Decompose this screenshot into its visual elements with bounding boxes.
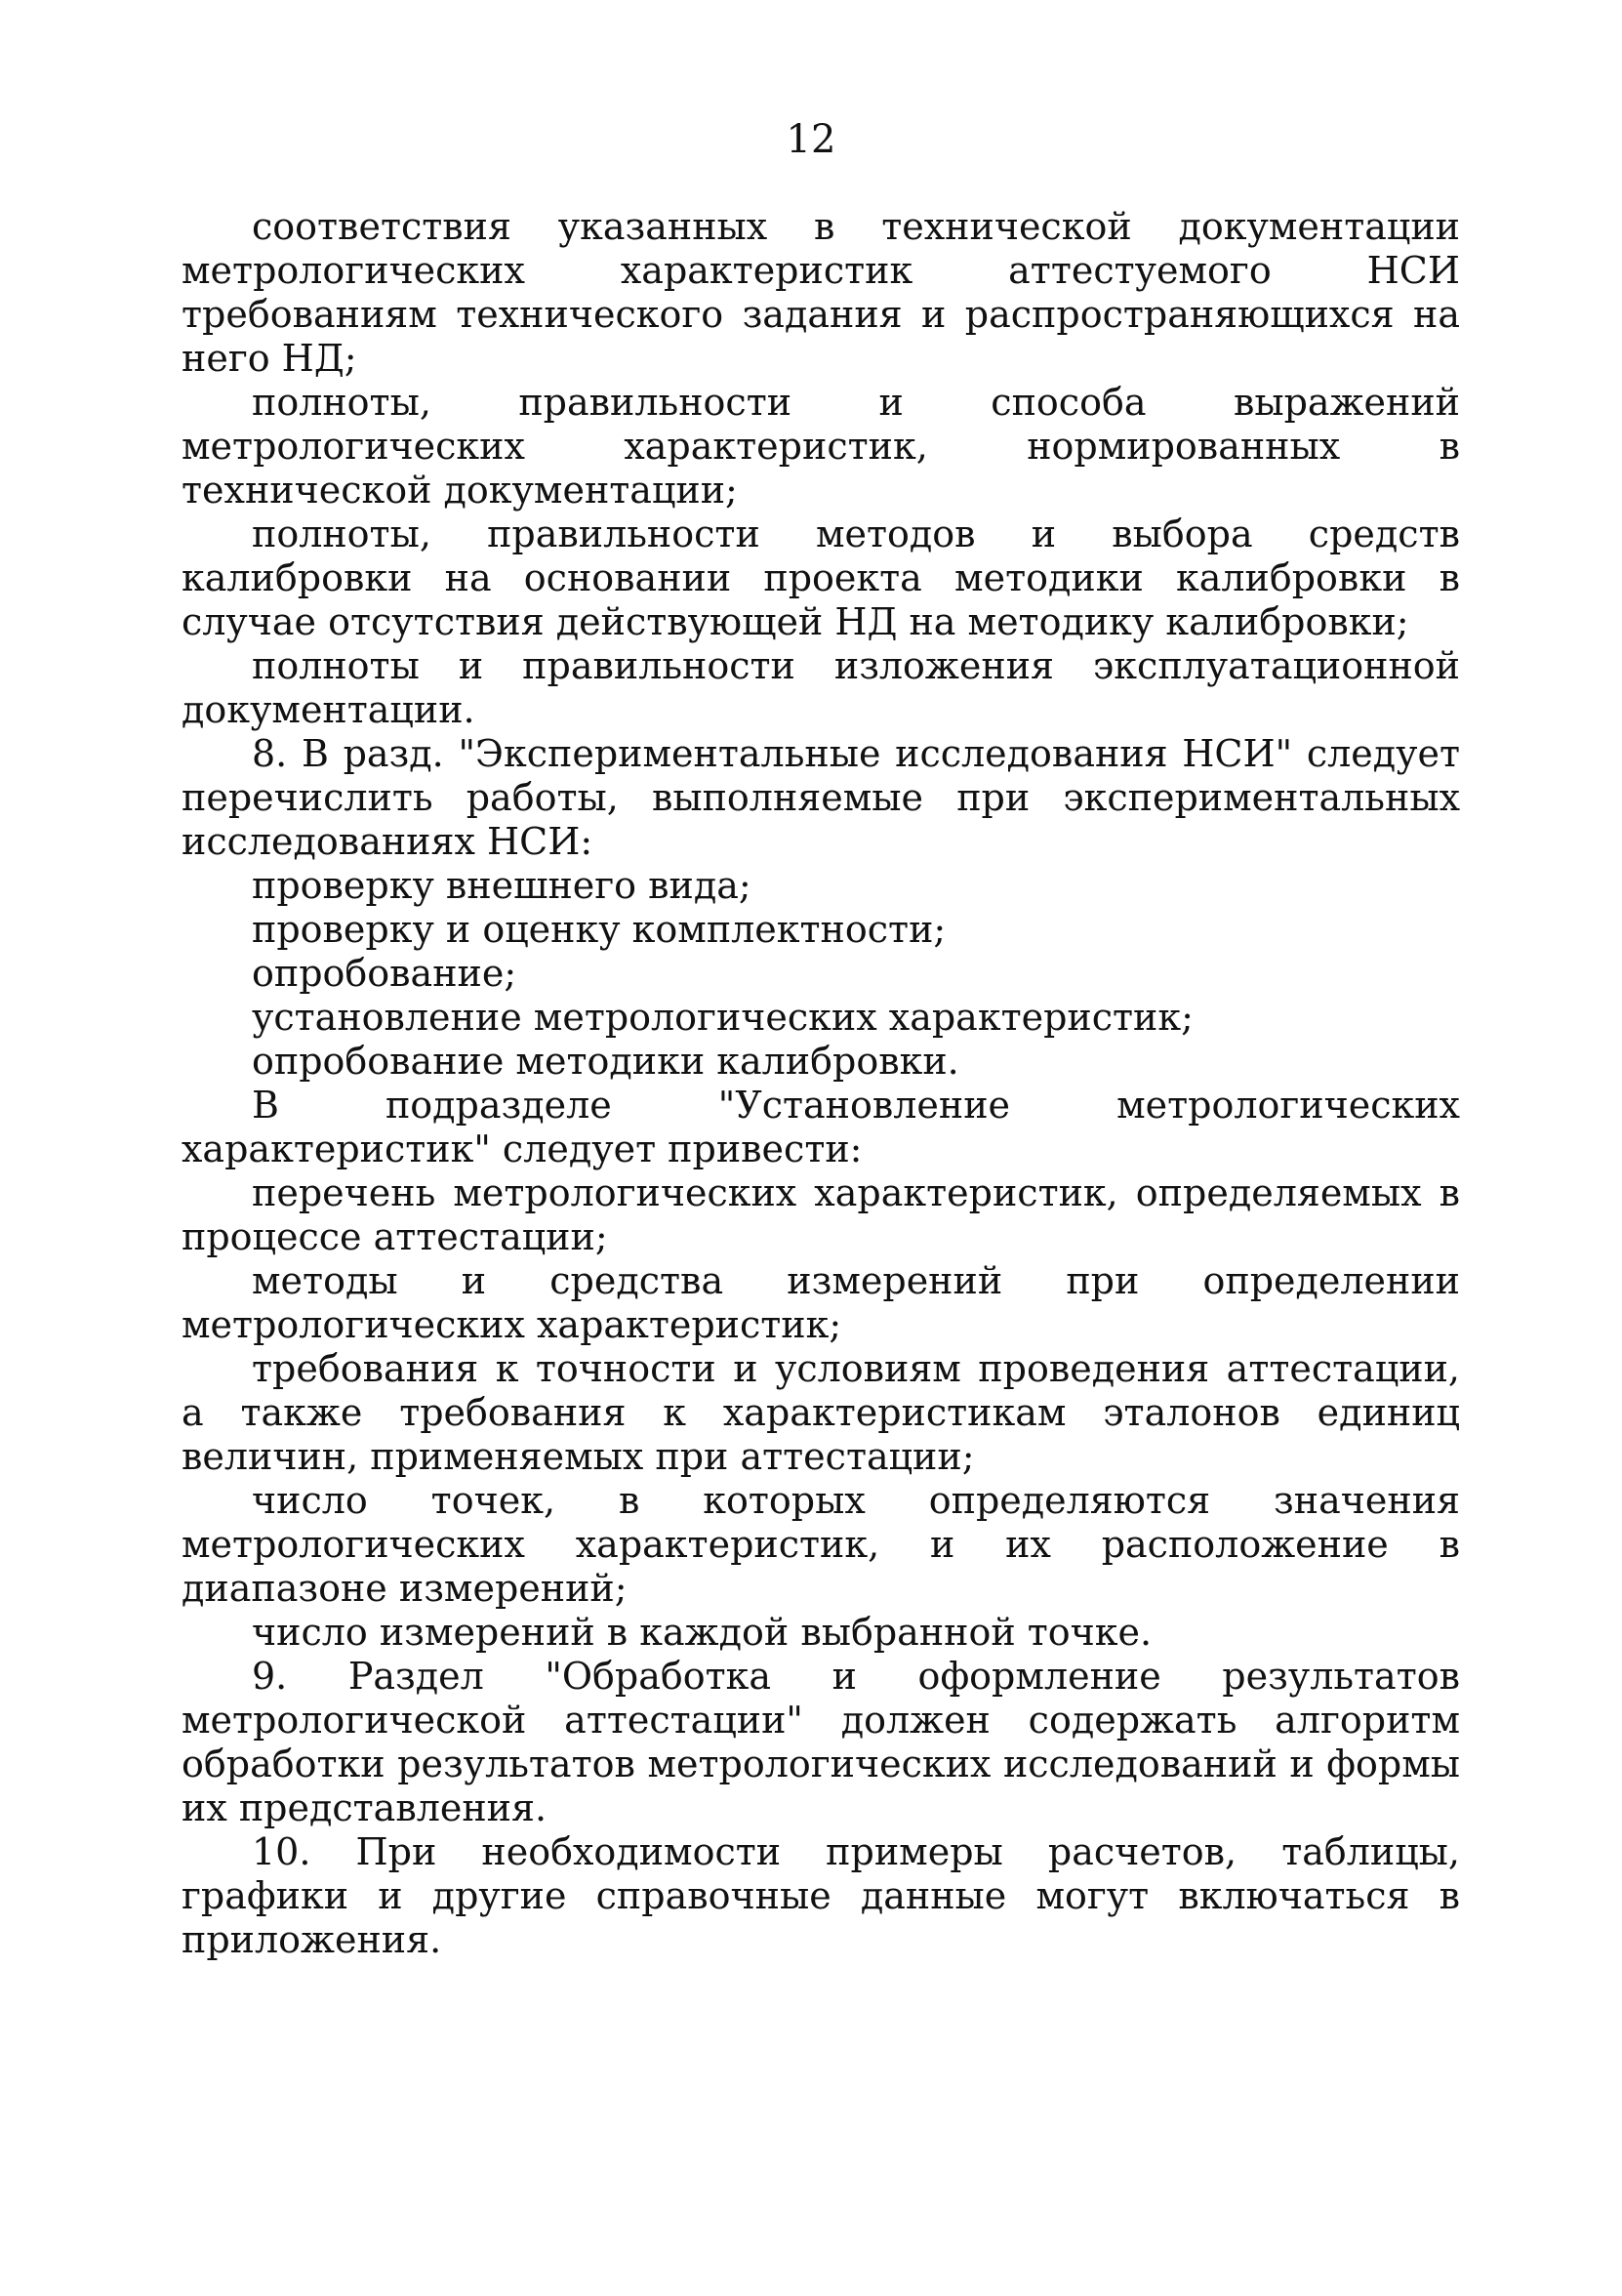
list-item-completeness-check: проверку и оценку комплектности; xyxy=(252,908,947,951)
paragraph-technical-doc-compliance: соответствия указанных в технической документации метрологических характеристик аттестуемого НСИ требованиям технического задания и распространяющихся на него НД; xyxy=(182,205,1460,380)
paragraph-accuracy-requirements: требования к точности и условиям проведения аттестации, а также требования к характеристикам эталонов единиц величин, применяемых при аттестации; xyxy=(182,1347,1460,1478)
paragraph-characteristics-list: перечень метрологических характеристик, определяемых в процессе аттестации; xyxy=(182,1171,1460,1258)
paragraph-measurement-points: число точек, в которых определяются значения метрологических характеристик, и их расположение в диапазоне измерений; xyxy=(182,1479,1460,1610)
paragraph-subsection-intro: В подразделе "Установление метрологических характеристик" следует привести: xyxy=(182,1084,1460,1170)
paragraph-section-10: 10. При необходимости примеры расчетов, таблицы, графики и другие справочные данные могут включаться в приложения. xyxy=(182,1830,1460,1961)
document-body xyxy=(182,205,1460,1962)
paragraph-calibration-methods: полноты, правильности методов и выбора средств калибровки на основании проекта методики калибровки в случае отсутствия действующей НД на методику калибровки; xyxy=(182,512,1460,643)
list-item-visual-check: проверку внешнего вида; xyxy=(252,864,751,907)
paragraph-measurement-count: число измерений в каждой выбранной точке. xyxy=(252,1611,1153,1654)
paragraph-operational-docs: полноты и правильности изложения эксплуатационной документации. xyxy=(182,644,1460,731)
page-number: 12 xyxy=(786,117,836,162)
list-item-testing: опробование; xyxy=(252,952,517,995)
list-item-establish-characteristics: установление метрологических характеристик; xyxy=(252,996,1194,1039)
paragraph-metrological-expression: полноты, правильности и способа выражений метрологических характеристик, нормированных в технической документации; xyxy=(182,381,1460,512)
list-item-calibration-testing: опробование методики калибровки. xyxy=(252,1040,959,1083)
paragraph-section-9: 9. Раздел "Обработка и оформление результатов метрологической аттестации" должен содержать алгоритм обработки результатов метрологических исследований и формы их представления. xyxy=(182,1655,1460,1829)
paragraph-measurement-methods: методы и средства измерений при определении метрологических характеристик; xyxy=(182,1259,1460,1346)
paragraph-section-8: 8. В разд. "Экспериментальные исследования НСИ" следует перечислить работы, выполняемые при экспериментальных исследованиях НСИ: xyxy=(182,732,1460,863)
